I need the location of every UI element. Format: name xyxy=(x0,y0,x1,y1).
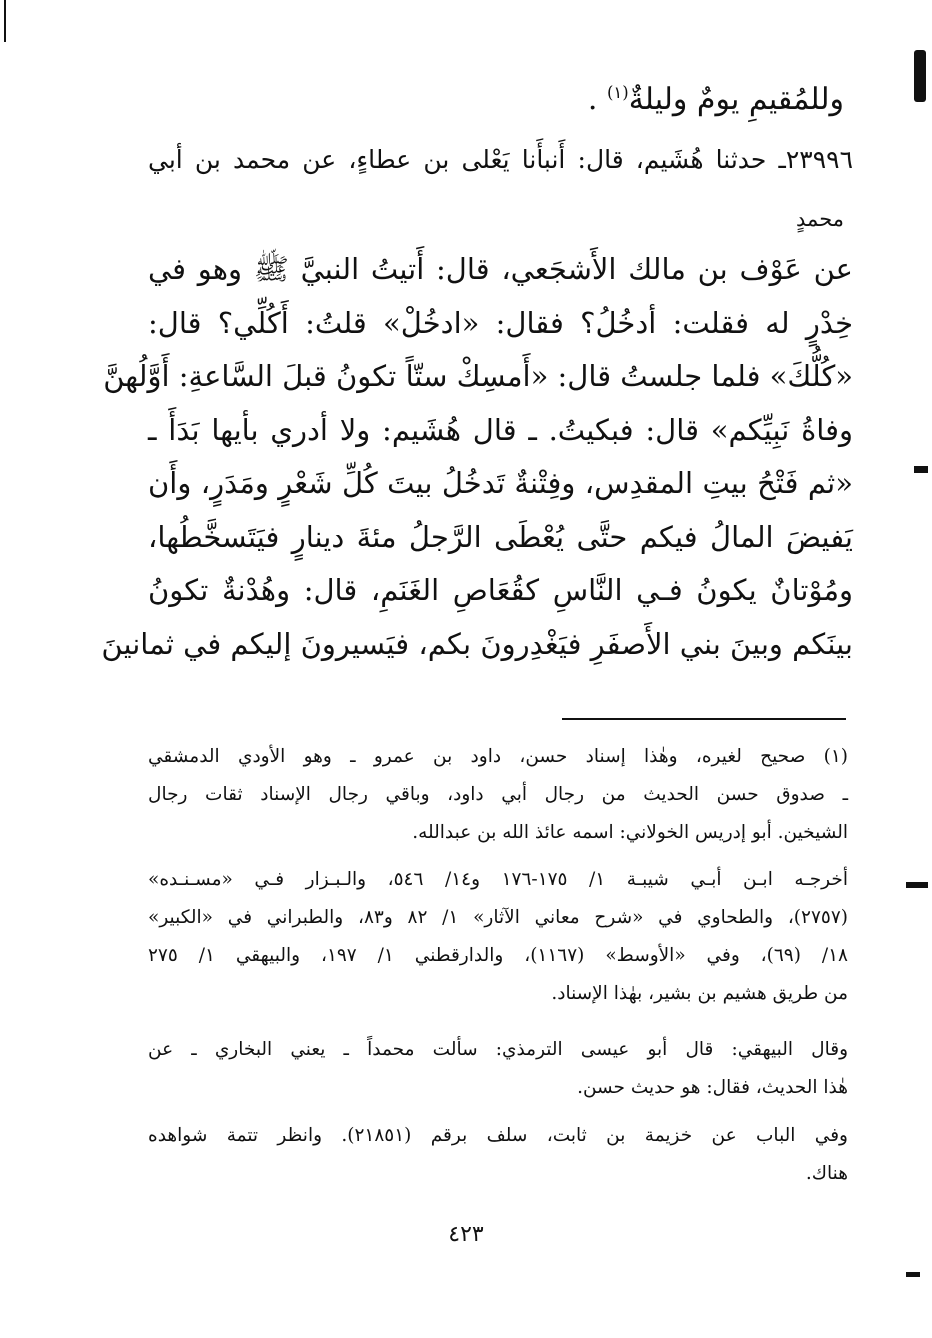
hadith-line: يَفيضَ المالُ فيكم حتَّى يُعْطَى الرَّجلُ مئةَ دينارٍ فيَتَسخَّطُها، xyxy=(148,519,853,554)
footnote-line: الشيخين. أبو إدريس الخولاني: اسمه عائذ الله بن عبدالله. xyxy=(412,822,848,843)
footnote-line: من طريق هشيم بن بشير، بهٰذا الإسناد. xyxy=(551,983,848,1004)
footnote-line: ١٨/ (٦٩)، وفي «الأوسط» (١١٦٧)، والدارقطني ١/ ١٩٧، والبيهقي ١/ ٢٧٥ xyxy=(148,945,848,966)
footnote-line: أخرجـه ابـن أبـي شيبـة ١/ ١٧٥-١٧٦ و١٤/ ٥٤٦، والـبـزار فـي «مسـنـده» xyxy=(148,869,848,890)
scan-margin-line xyxy=(4,0,6,42)
footnote-ref: (١) xyxy=(606,83,629,102)
scan-edge-mark-bottom xyxy=(906,1272,920,1277)
continuation-line xyxy=(588,82,844,117)
hadith-header-continuation: محمدٍ xyxy=(796,207,844,231)
hadith-header: ٢٣٩٩٦ـ حدثنا هُشَيم، قال: أَنبأَنا يَعْلى بن عطاءٍ، عن محمد بن أبي xyxy=(148,145,853,174)
footnote-line: (١) صحيح لغيره، وهٰذا إسناد حسن، داود بن عمرو ـ وهو الأودي الدمشقي xyxy=(148,746,848,767)
scan-edge-mark-footnote xyxy=(906,882,928,888)
scan-edge-mark-top xyxy=(914,50,926,102)
hadith-body xyxy=(101,243,853,671)
hadith-line: بينَكم وبينَ بني الأَصفَرِ فيَغْدِرونَ بكم، فيَسيرونَ إليكم في ثمانينَ xyxy=(101,626,853,661)
hadith-line: عن عَوْف بن مالك الأَشجَعي، قال: أَتيتُ النبيَّ ﷺ وهو في xyxy=(148,252,853,286)
hadith-line: خِدْرٍ له فقلت: أدخُلُ؟ فقال: «ادخُلْ» قلتُ: أَكُلِّي؟ قال: xyxy=(148,305,853,340)
hadith-line: ومُوْتانٌ يكونُ فـي النَّاسِ كقُعَاصِ الغَنَمِ، قال: وهُدْنةٌ تكونُ xyxy=(148,573,853,607)
footnote-paragraph-1 xyxy=(148,738,848,852)
hadith-line: «ثم فَتْحُ بيتِ المقدِس، وفِتْنةٌ تَدخُلُ بيتَ كُلِّ شَعْرٍ ومَدَرٍ، وأَن xyxy=(148,466,853,500)
footnote-line: هٰذا الحديث، فقال: هو حديث حسن. xyxy=(577,1077,848,1098)
hadith-line: «كُلُّكَ» فلما جلستُ قال: «أَمسِكْ ستّاً تكونُ قبلَ السَّاعةِ: أَوَّلُهنَّ xyxy=(103,359,853,393)
footnote-line: (٢٧٥٧)، والطحاوي في «شرح معاني الآثار» ١/ ٨٢ و٨٣، والطبراني في «الكبير» xyxy=(148,907,848,928)
page-number: ٤٢٣ xyxy=(448,1222,484,1247)
footnote-line: وفي الباب عن خزيمة بن ثابت، سلف برقم (٢١٨٥١). وانظر تتمة شواهده xyxy=(148,1125,848,1146)
footnote-paragraph-4 xyxy=(148,1117,848,1193)
footnote-line: وقال البيهقي: قال أبو عيسى الترمذي: سألت محمداً ـ يعني البخاري ـ عن xyxy=(148,1039,848,1060)
footnote-line: هناك. xyxy=(805,1163,848,1184)
footnote-paragraph-2 xyxy=(148,861,848,1013)
footnote-paragraph-3 xyxy=(148,1031,848,1107)
footnote-separator xyxy=(562,718,846,720)
continuation-text: وللمُقيمِ يومٌ وليلةٌ xyxy=(628,82,844,117)
hadith-line: وفاةُ نَبِيِّكم» قال: فبكيتُ. ـ قال هُشَيم: ولا أدري بأيها بَدَأَ ـ xyxy=(148,412,853,447)
scan-edge-mark-middle xyxy=(914,466,928,473)
footnote-line: ـ صدوق حسن الحديث من رجال أبي داود، وباقي رجال الإسناد ثقات رجال xyxy=(148,784,848,805)
continuation-end: . xyxy=(587,82,598,117)
